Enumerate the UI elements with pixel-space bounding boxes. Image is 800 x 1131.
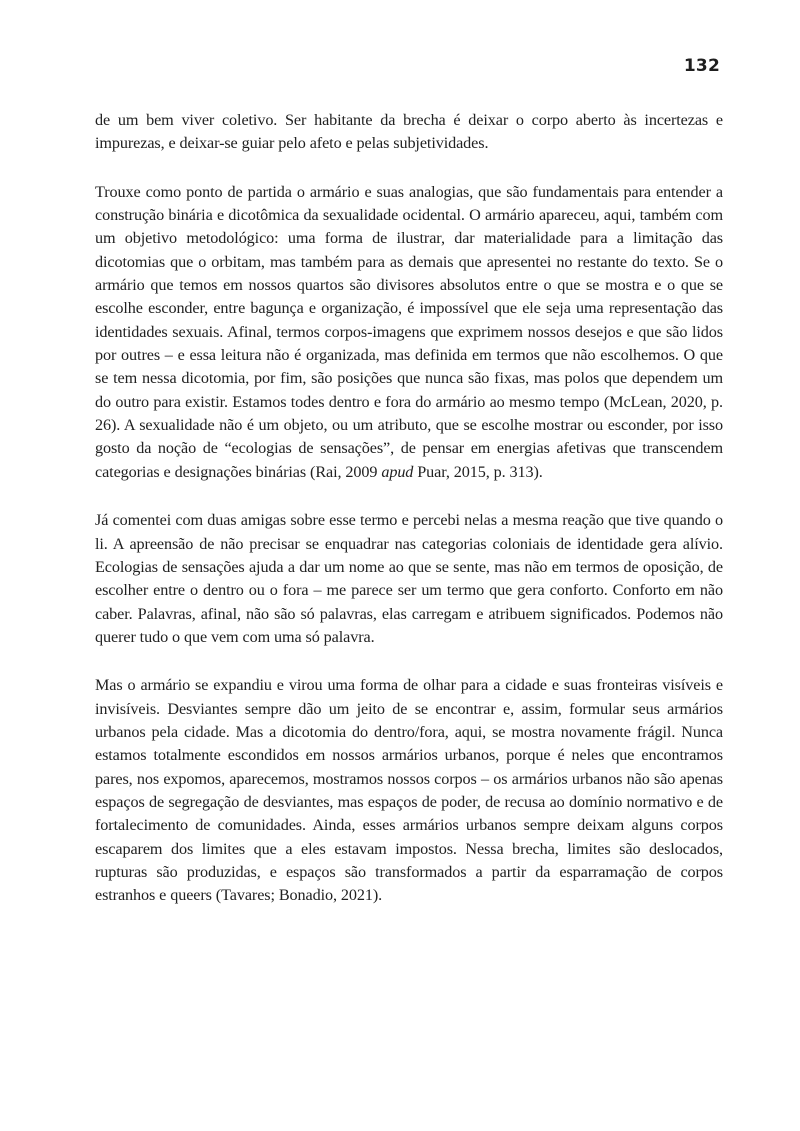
paragraph-text: Trouxe como ponto de partida o armário e suas analogias, que são fundamentais para entender a construção binária e dicotômica da sexualidade ocidental. O armário apareceu, aqui, também com um objetivo metodológico: uma forma de ilustrar, dar materialidade para a limitação das dicotomias que o orbitam, mas também para as demais que apresentei no restante do texto. Se o armário que temos em nossos quartos são divisores absolutos entre o que se mostra e o que se escolhe esconder, entre bagunça e organização, é impossível que ele seja uma representação das identidades sexuais. Afinal, termos corpos-imagens que exprimem nossos desejos e que são lidos por outres – e essa leitura não é organizada, mas definida em termos que não escolhemos. O que se tem nessa dicotomia, por fim, são posições que nunca são fixas, mas polos que dependem um do outro para existir. Estamos todes dentro e fora do armário ao mesmo tempo (McLean, 2020, p. 26). A sexualidade não é um objeto, ou um atributo, que se escolhe mostrar ou esconder, por isso gosto da noção de “ecologias de sensações”, de pensar em energias afetivas que transcendem categorias e designações binárias (Rai, 2009: [95, 182, 723, 481]
paragraph: [95, 674, 723, 907]
page-number: 132: [683, 56, 720, 76]
paragraph-text: Mas o armário se expandiu e virou uma forma de olhar para a cidade e suas fronteiras visíveis e invisíveis. Desviantes sempre dão um jeito de se encontrar e, assim, formular seus armários urbanos pela cidade. Mas a dicotomia do dentro/fora, aqui, se mostra novamente frágil. Nunca estamos totalmente escondidos em nossos armários urbanos, porque é neles que encontramos pares, nos expomos, aparecemos, mostramos nossos corpos – os armários urbanos não são apenas espaços de segregação de desviantes, mas espaços de poder, de recusa ao domínio normativo e de fortalecimento de comunidades. Ainda, esses armários urbanos sempre deixam alguns corpos escaparem dos limites que a eles estavam impostos. Nessa brecha, limites são deslocados, rupturas são produzidas, e espaços são transformados a partir da esparramação de corpos estranhos e queers (Tavares; Bonadio, 2021).: [95, 676, 723, 905]
paragraph: [95, 181, 723, 484]
paragraph-text: Puar, 2015, p. 313).: [413, 462, 543, 481]
text-column: [95, 109, 723, 908]
paragraph: [95, 109, 723, 156]
paragraph-text: de um bem viver coletivo. Ser habitante da brecha é deixar o corpo aberto às incertezas e impurezas, e deixar-se guiar pelo afeto e pelas subjetividades.: [95, 111, 723, 153]
paragraph-text: Já comentei com duas amigas sobre esse termo e percebi nelas a mesma reação que tive quando o li. A apreensão de não precisar se enquadrar nas categorias coloniais de identidade gera alívio. Ecologias de sensações ajuda a dar um nome ao que se sente, mas não em termos de oposição, de escolher entre o dentro ou o fora – me parece ser um termo que gera conforto. Conforto em não caber. Palavras, afinal, não são só palavras, elas carregam e atribuem significados. Podemos não querer tudo o que vem com uma só palavra.: [95, 511, 723, 646]
citation-term-italic: apud: [381, 462, 414, 481]
paragraph: [95, 509, 723, 649]
